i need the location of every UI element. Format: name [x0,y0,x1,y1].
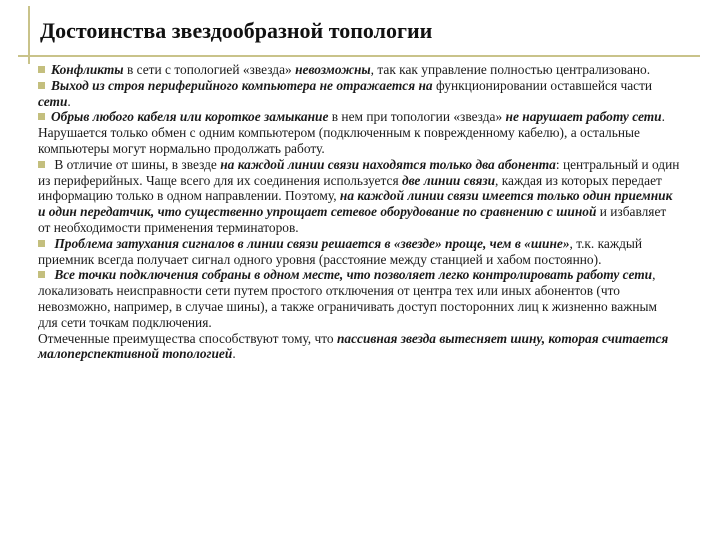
emphasis-text: сети [38,93,68,109]
square-bullet-icon [38,271,45,278]
emphasis-text: Все точки подключения собраны в одном месте, что позволяет легко контролировать работу сети [51,267,653,283]
body-text: функционировании оставшейся части [432,77,653,93]
body-text: . Нарушается только обмен с одним компьютером (подключенным к поврежденному кабелю), а остальные компьютеры могут нормально продолжать работу. [38,109,665,156]
body-text: и избавляет от необходимости применения терминаторов. [38,204,667,235]
emphasis-text: на каждой линии связи находятся только два абонента [220,156,556,172]
body-text: . [232,346,236,362]
emphasis-text: на каждой линии связи имеется только один приемник и один передатчик, что существенно упрощает сетевое оборудование по сравнению с шиной [38,188,673,220]
emphasis-text: Проблема затухания сигналов в линии связи решается в «звезде» проще, чем в «шине» [51,235,570,251]
paragraph [38,267,680,330]
body-text: в нем при топологии «звезда» [328,109,506,125]
square-bullet-icon [38,240,45,247]
body-text: Отмеченные преимущества способствуют тому, что [38,330,337,346]
body-text: , каждая из которых передает информацию только в одном направлении. Поэтому, [38,172,662,204]
title-horizontal-rule [18,55,700,57]
slide-body [38,62,680,362]
square-bullet-icon [38,82,45,89]
emphasis-text: пассивная звезда вытесняет шину, которая считается малоперспективной топологией [38,330,669,362]
body-text: , локализовать неисправности сети путем простого отключения от центра тех или иных абонентов (что невозможно, например, в случае шины), а также ограничивать доступ посторонних лиц к жизненно важным для сети точкам подключения. [38,267,658,330]
emphasis-text: две линии связи [401,172,496,188]
body-text: : центральный и один из периферийных. Чаще всего для их соединения используется [38,156,680,188]
square-bullet-icon [38,113,45,120]
body-text: , т.к. каждый приемник всегда получает сигнал одного уровня (расстояние между станцией и хабом постоянно). [38,235,643,267]
emphasis-text: не нарушает работу сети [505,109,662,125]
square-bullet-icon [38,161,45,168]
body-text: В отличие от шины, в звезде [51,156,221,172]
body-text: в сети с топологией «звезда» [123,62,296,77]
paragraph [38,78,680,110]
paragraph [38,109,680,156]
emphasis-text: невозможны [295,62,371,77]
square-bullet-icon [38,66,45,73]
paragraph [38,331,680,363]
slide-title: Достоинства звездообразной топологии [40,18,433,43]
emphasis-text: Конфликты [51,62,124,77]
body-text: . [67,93,71,109]
paragraph [38,157,680,236]
emphasis-text: Обрыв любого кабеля или короткое замыкание [51,109,329,125]
paragraph [38,236,680,268]
emphasis-text: Выход из строя периферийного компьютера не отражается на [51,77,433,93]
paragraph [38,62,680,78]
body-text: , так как управление полностью централизовано. [370,62,651,77]
